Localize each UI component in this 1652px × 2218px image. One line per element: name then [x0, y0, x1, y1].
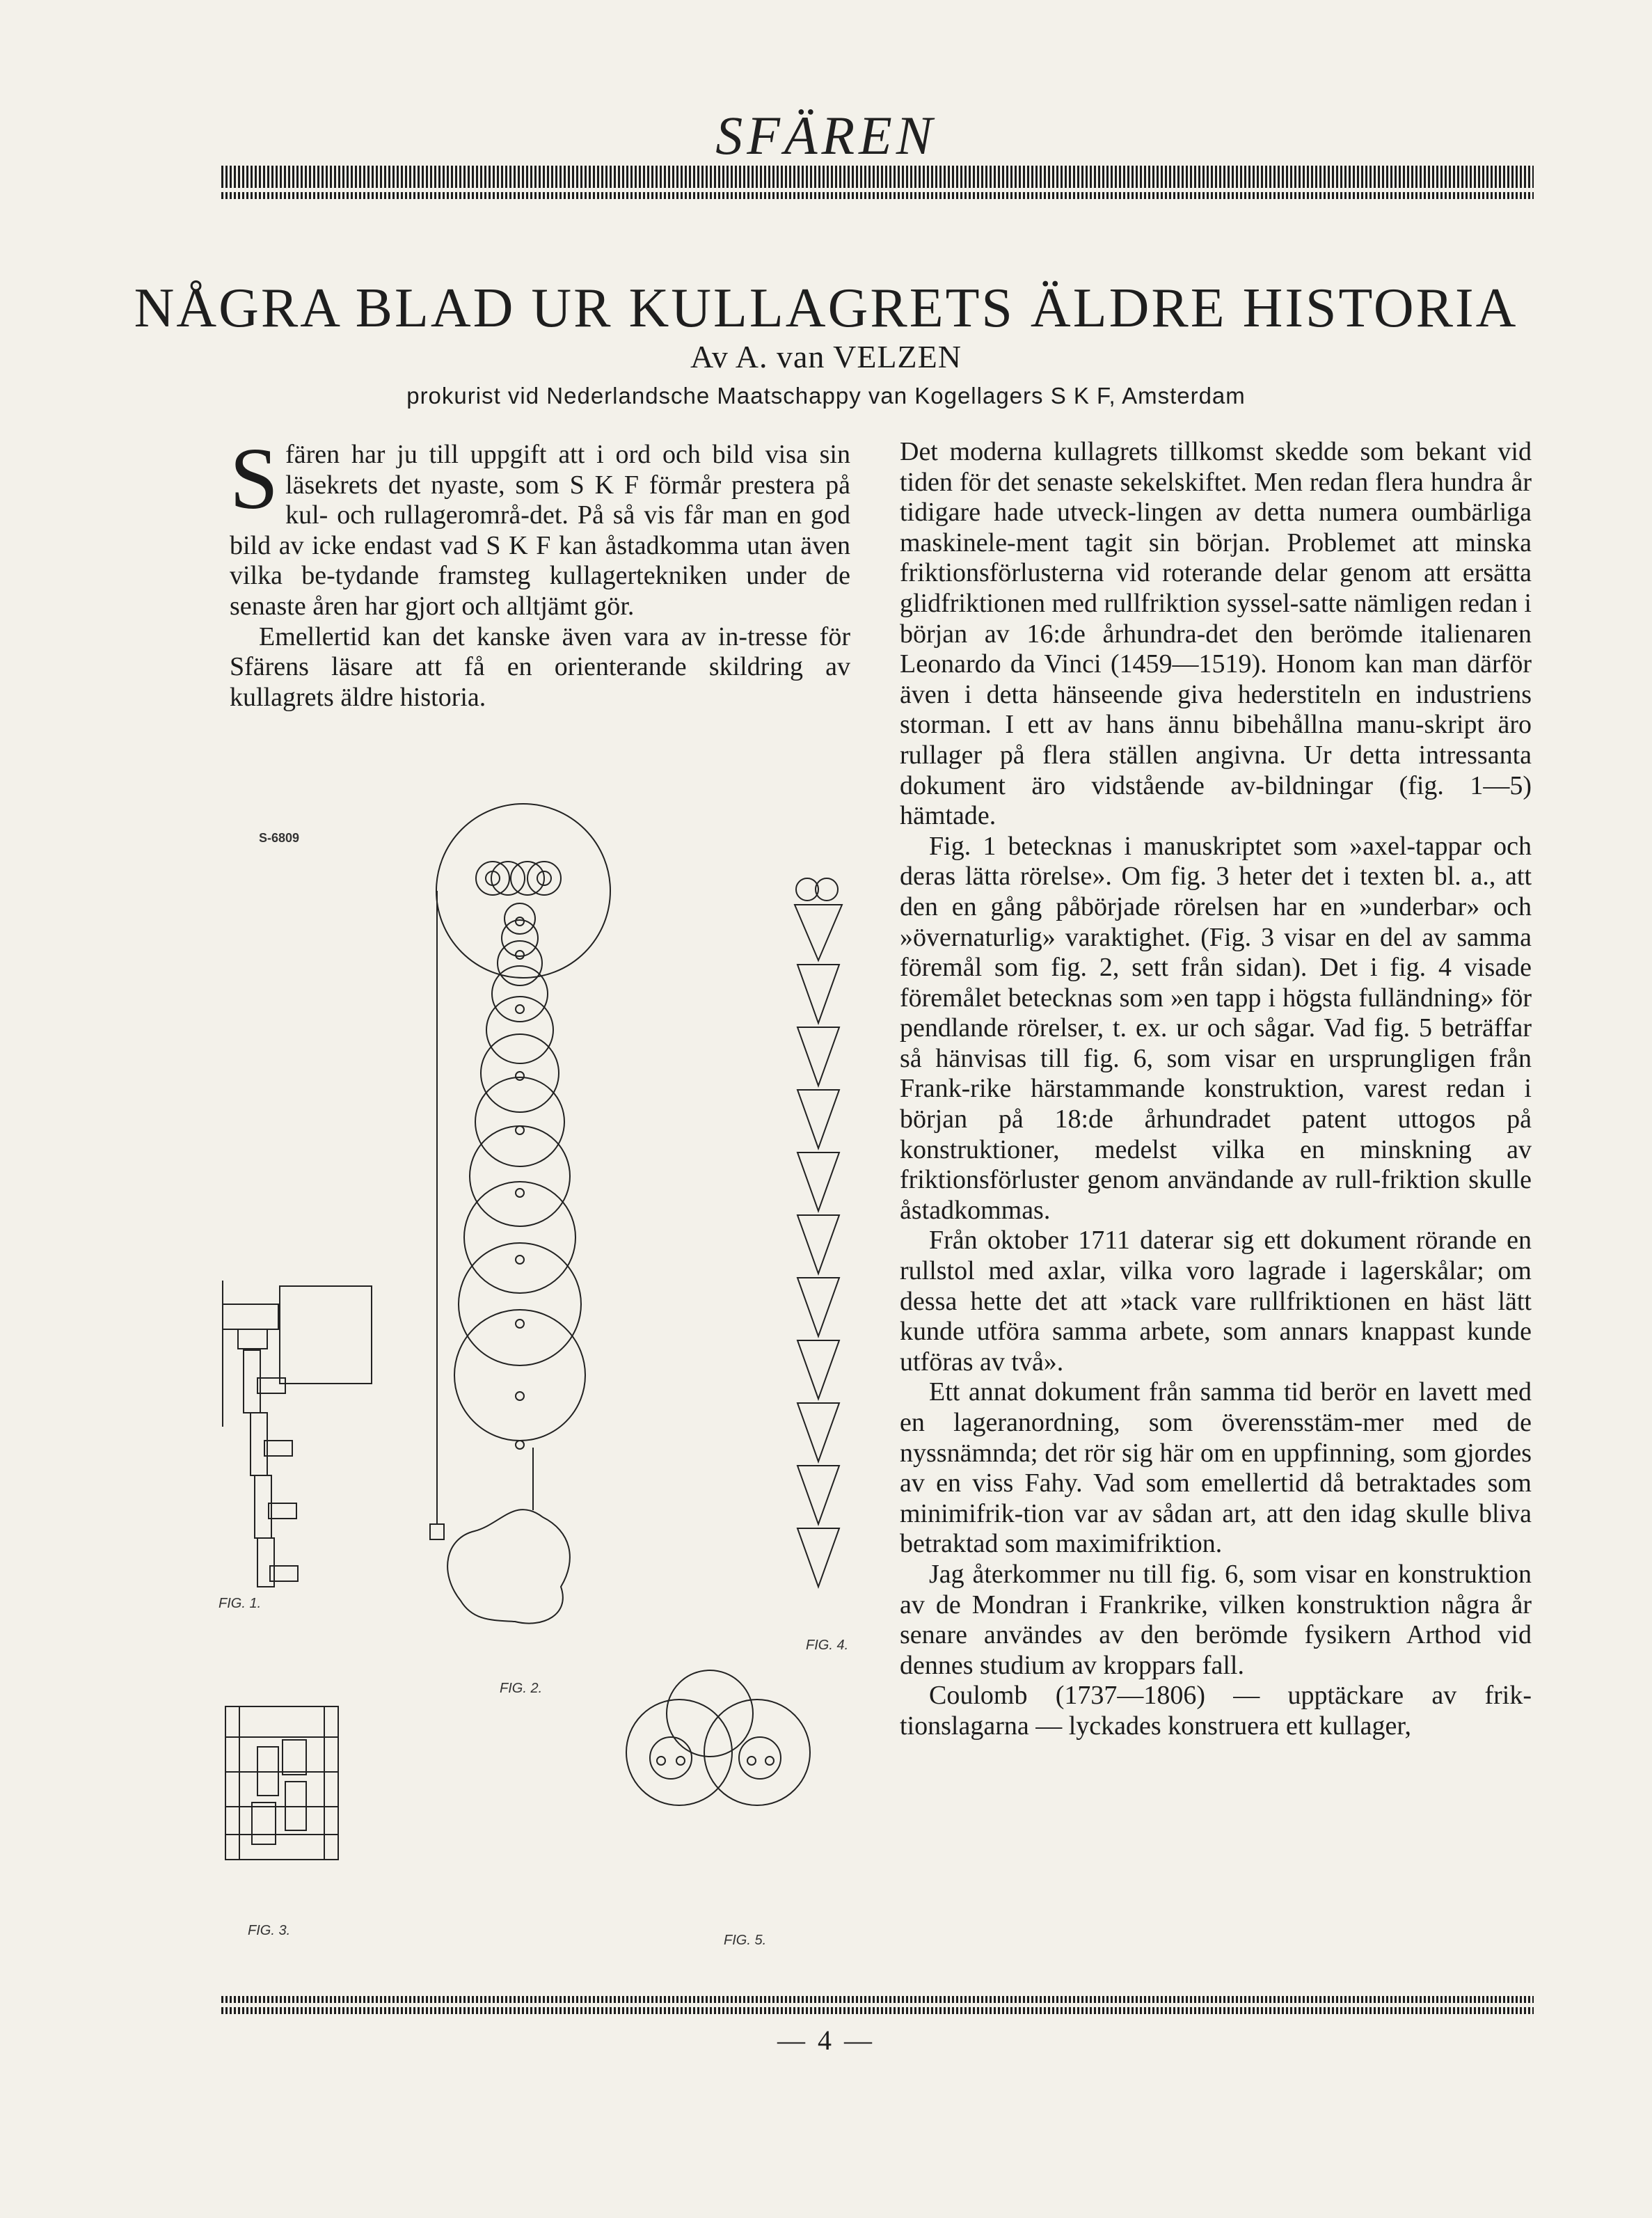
fig3-label: FIG. 3. [248, 1923, 291, 1938]
article-byline: Av A. van VELZEN [690, 339, 962, 374]
footer-rule-2 [221, 2007, 1534, 2014]
paragraph [230, 431, 850, 622]
fig4-label: FIG. 4. [806, 1638, 849, 1653]
page-number: — 4 — [777, 2025, 875, 2056]
fig4-drawing [795, 878, 842, 1587]
paragraph: Fig. 1 betecknas i manuskriptet som »axel-tappar och deras lätta rörelse». Om fig. 3 heter det i texten bl. a., att den en gång påbörjade rörelsen har en »underbar» och »övernaturlig» varaktighet. (Fig. 3 visar en del av samma föremål som fig. 2, sett från sidan). Det i fig. 4 visade föremålet betecknas som »en tapp i högsta fulländning» för pendlande rörelser, t. ex. ur och sågar. Vad fig. 5 beträffar så hänvisas till fig. 6, som visar en ursprungligen från Frank-rike härstammande konstruktion, varest redan i början på 18:de århundradet patent uttogos på konstruktioner, medelst vilka en minskning av friktionsförluster genom användande av rull-friktion skulle åstadkommas. [900, 831, 1532, 1225]
fig3-drawing [225, 1706, 338, 1860]
right-column [900, 437, 1532, 1742]
header-rule [221, 166, 1534, 188]
fig2-label: FIG. 2. [500, 1681, 543, 1696]
fig5-drawing [626, 1670, 810, 1805]
fig2-drawing [430, 804, 610, 1624]
left-column [230, 431, 850, 713]
plate-code: S-6809 [259, 831, 300, 845]
masthead-title: SFÄREN [715, 105, 937, 166]
paragraph: Emellertid kan det kanske även vara av in-tresse för Sfärens läsare att få en orienterande skildring av kullagrets äldre historia. [230, 621, 850, 712]
paragraph: Från oktober 1711 daterar sig ett dokument rörande en rullstol med axlar, vilka voro lagrade i lagerskålar; om dessa hette det att »tack vare rullfriktionen en häst lätt kunde utföra samma arbete, som annars knappast kunde utföras av två». [900, 1226, 1532, 1377]
paragraph: Ett annat dokument från samma tid berör en lavett med en lageranordning, som överensstäm-mer med de nyssnämnda; det rör sig här om en uppfinning, som gjordes av en viss Fahy. Vad som emellertid då betraktades som minimifrik-tion var av sådan art, att den idag skulle bliva betraktad som maximifriktion. [900, 1377, 1532, 1559]
fig1-label: FIG. 1. [219, 1596, 262, 1611]
author-affiliation: prokurist vid Nederlandsche Maatschappy van Kogellagers S K F, Amsterdam [406, 383, 1246, 409]
fig5-label: FIG. 5. [724, 1933, 767, 1948]
header-rule-thin [221, 192, 1534, 199]
drop-cap: S [230, 431, 279, 528]
fig1-drawing [223, 1281, 372, 1587]
paragraph: Jag återkommer nu till fig. 6, som visar en konstruktion av de Mondran i Frankrike, vilken konstruktion några år senare användes av den berömde fysikern Arthod vid dennes studium av kroppars fall. [900, 1559, 1532, 1680]
leonardo-figures [216, 800, 884, 1970]
paragraph-text: fären har ju till uppgift att i ord och bild visa sin läsekrets det nyaste, som S K F förmår prestera på kul- och rullagerområ-det. På så vis får man en god bild av icke endast vad S K F kan åstadkomma utan även vilka be-tydande framsteg kullagertekniken under de senaste åren har gjort och alltjämt gör. [230, 440, 850, 621]
article-title: NÅGRA BLAD UR KULLAGRETS ÄLDRE HISTORIA [134, 278, 1518, 339]
footer-rule [221, 1996, 1534, 2003]
figures-drawing [216, 800, 884, 1970]
paragraph: Det moderna kullagrets tillkomst skedde som bekant vid tiden för det senaste sekelskiftet. Men redan flera hundra år tidigare hade utveck-lingen av detta numera oumbärliga maskinele-ment tagit sin början. Problemet att minska friktionsförlusterna vid roterande delar genom att ersätta glidfriktionen med rullfriktion syssel-satte nämligen redan i början av 16:de århundra-det den berömde italienaren Leonardo da Vinci (1459—1519). Honom kan man därför även i detta hänseende giva hederstiteln en industriens storman. I ett av hans ännu bibehållna manu-skript äro rullager på flera ställen angivna. Ur detta intressanta dokument äro vidstående av-bildningar (fig. 1—5) hämtade. [900, 437, 1532, 831]
paragraph: Coulomb (1737—1806) — upptäckare av frik-tionslagarna — lyckades konstruera ett kullager, [900, 1681, 1532, 1741]
